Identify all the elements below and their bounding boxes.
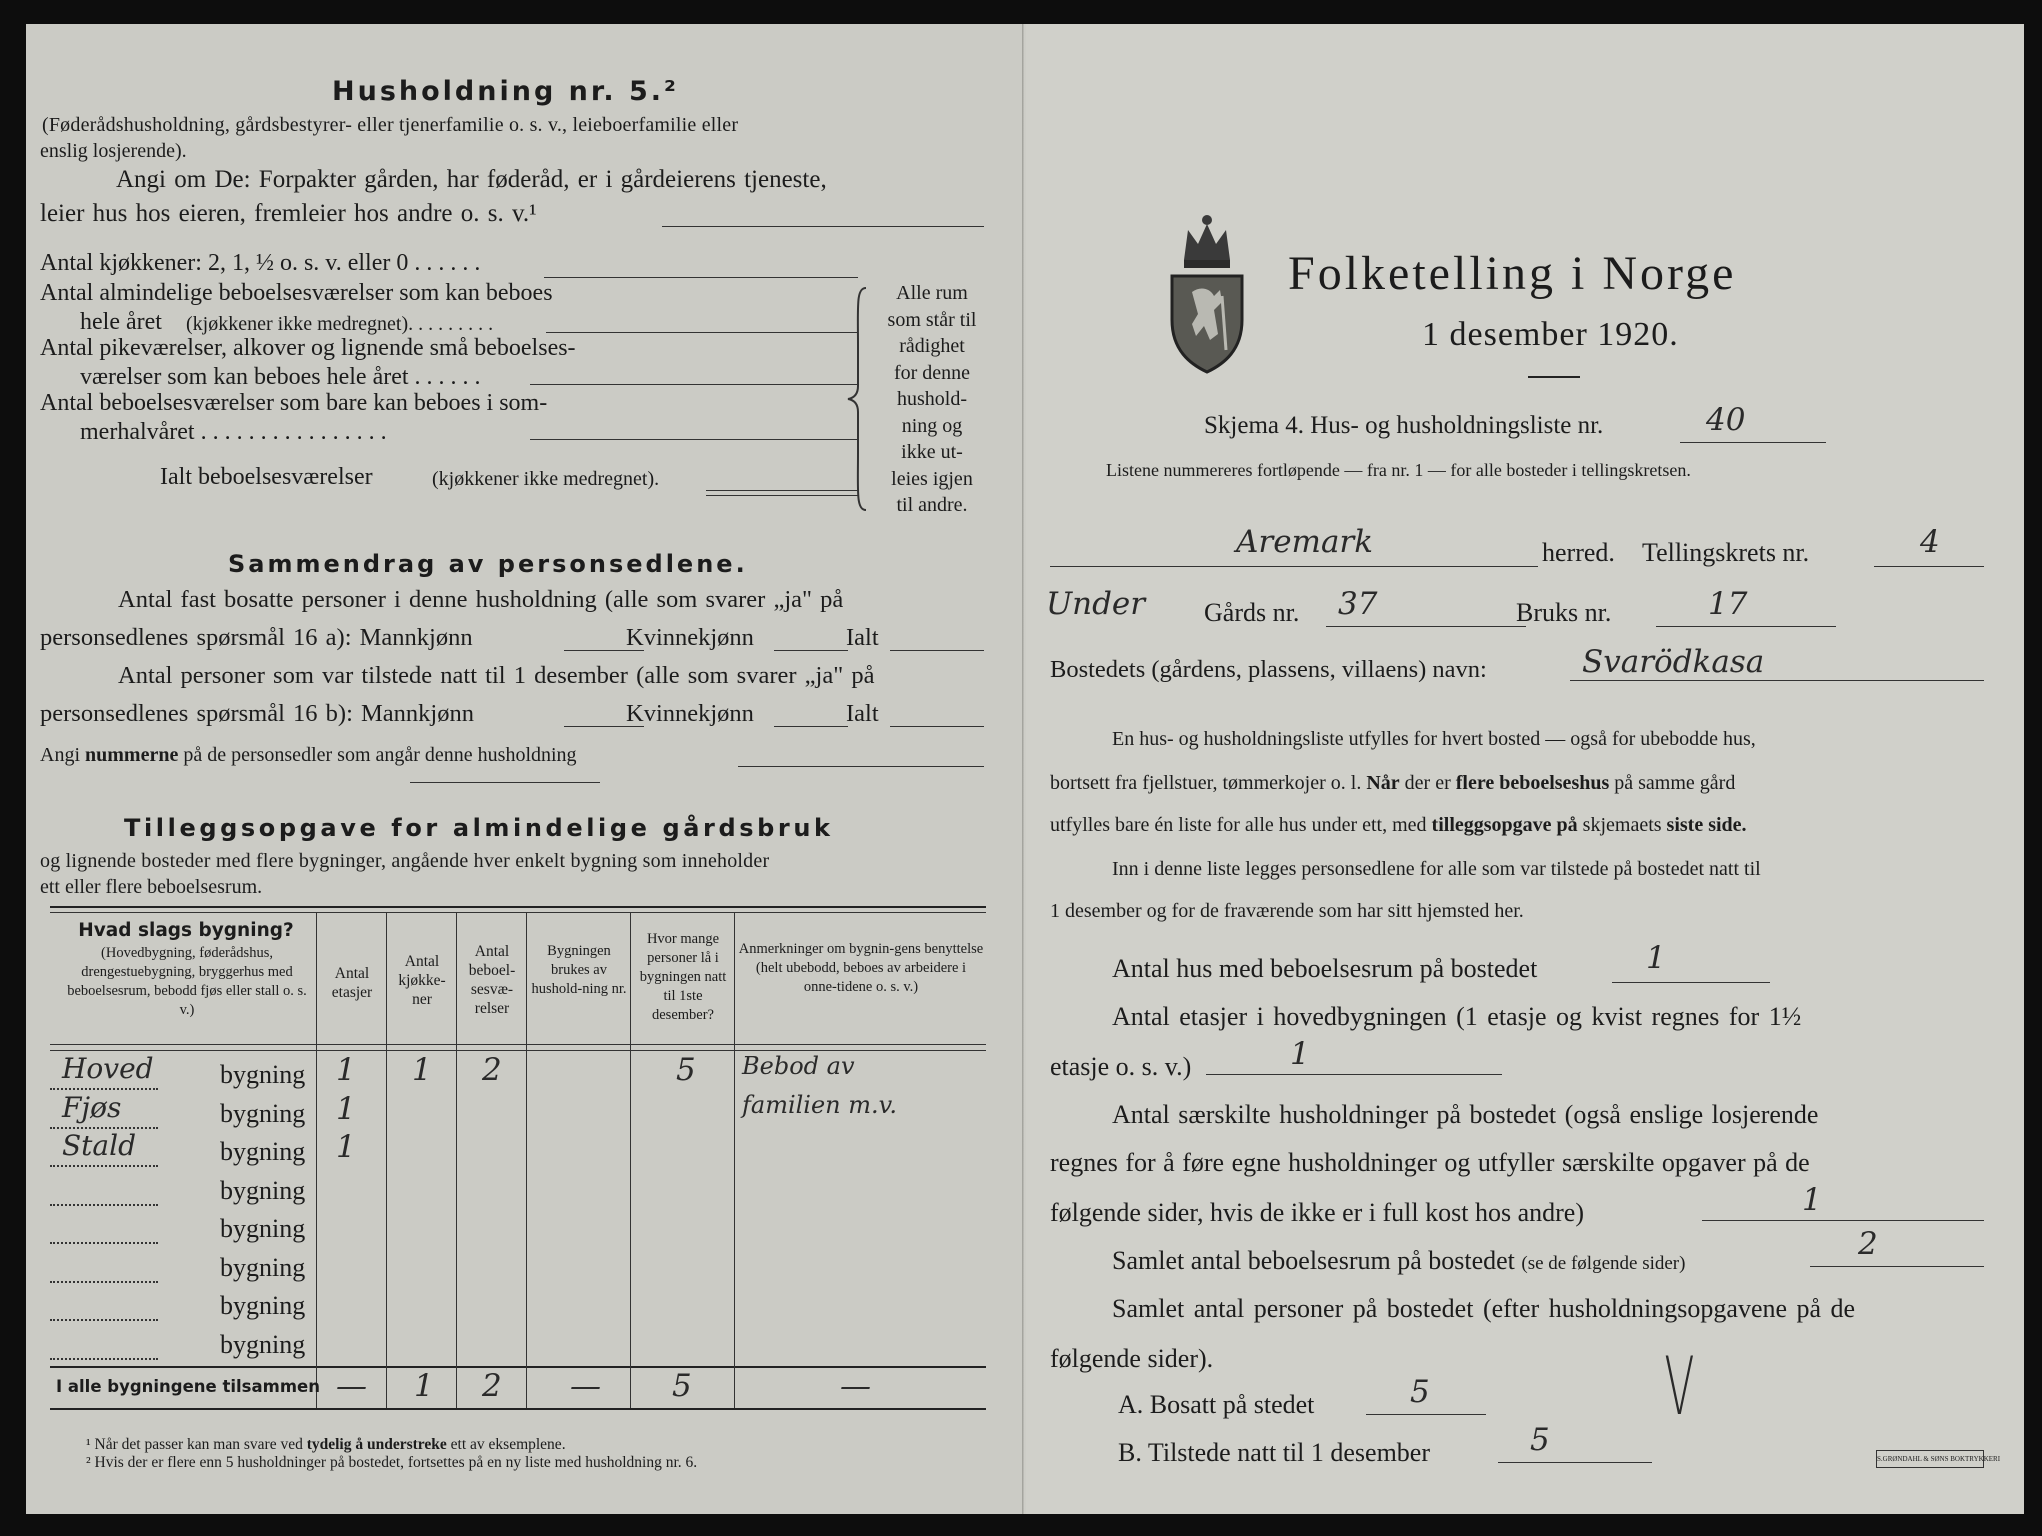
present-question-line2: personsedlenes spørsmål 16 b): Mannkjønn bbox=[40, 700, 474, 727]
table-total-label: I alle bygningene tilsammen bbox=[56, 1377, 320, 1396]
person-numbers-line bbox=[738, 766, 984, 767]
summer-rooms-line1: Antal beboelsesværelser som bare kan beboes i som- bbox=[40, 390, 548, 416]
resident-answer-line bbox=[1366, 1414, 1486, 1415]
instruction-1-line2-a: bortsett fra fjellstuer, tømmerkojer o. l. bbox=[1050, 772, 1362, 794]
herred-line bbox=[1050, 566, 1538, 567]
floors-answer-line bbox=[1206, 1074, 1502, 1075]
total-rooms-answer-line bbox=[706, 490, 858, 491]
check-mark: V bbox=[1664, 1340, 1695, 1433]
households-answer: 1 bbox=[1802, 1182, 1822, 1218]
schema-label: Skjema 4. Hus- og husholdningsliste nr. bbox=[1204, 412, 1604, 439]
person-numbers-label bbox=[40, 744, 577, 767]
present-question-line1: Antal personer som var tilstede natt til 1 desember (alle som svarer „ja" på bbox=[118, 662, 875, 689]
households-question-line1: Antal særskilte husholdninger på bostedet (også enslige losjerende bbox=[1112, 1100, 1819, 1129]
maid-rooms-line2: værelser som kan beboes hele året . . . . . . bbox=[80, 364, 481, 390]
person-numbers-label-c: på de personsedler som angår denne husholdning bbox=[183, 744, 577, 766]
ordinary-rooms-line1: Antal almindelige beboelsesværelser som kan beboes bbox=[40, 280, 553, 306]
table-top-rule-2 bbox=[50, 912, 986, 913]
supplement-title: Tilleggsopgave for almindelige gårdsbruk bbox=[124, 814, 834, 842]
table-header-rule-2 bbox=[50, 1050, 986, 1051]
total-rooms: 2 bbox=[482, 1368, 502, 1404]
tellingskrets-line bbox=[1874, 566, 1984, 567]
brace-note-line: for denne bbox=[893, 361, 971, 384]
kitchens-answer-line bbox=[544, 277, 858, 278]
total-rooms-label: Ialt beboelsesværelser bbox=[160, 464, 373, 490]
persons-header: Hvor mange personer lå i bygningen natt til 1ste desember? bbox=[639, 931, 727, 1023]
floors-header: Antal etasjer bbox=[331, 965, 373, 1001]
brace-note-line: rådighet bbox=[899, 335, 965, 357]
tellingskrets-label: Tellingskrets nr. bbox=[1642, 538, 1810, 567]
maid-rooms-line1: Antal pikeværelser, alkover og lignende små beboelses- bbox=[40, 335, 576, 361]
building-type-header: Hvad slags bygning? bbox=[78, 920, 294, 941]
present-female-line bbox=[774, 726, 848, 727]
brace-note-line: ikke ut- bbox=[901, 441, 963, 463]
tenure-answer-line bbox=[662, 226, 984, 227]
title-divider bbox=[1528, 376, 1580, 378]
tellingskrets-value: 4 bbox=[1920, 524, 1940, 560]
rooms-question-note: (se de følgende sider) bbox=[1521, 1253, 1686, 1274]
row-building-suffix: bygning bbox=[220, 1252, 306, 1282]
total-rooms-answer-line-double bbox=[706, 495, 858, 496]
floors-answer: 1 bbox=[1290, 1036, 1310, 1072]
gards-line bbox=[1326, 626, 1526, 627]
footnote-1-a: ¹ Når det passer kan man svare ved bbox=[86, 1436, 303, 1453]
instruction-1-line2 bbox=[1050, 772, 1735, 795]
persons-question-line1: Samlet antal personer på bostedet (efter husholdningsopgavene på de bbox=[1112, 1294, 1856, 1323]
summer-rooms-answer-line bbox=[530, 439, 858, 440]
row-floors: 1 bbox=[336, 1129, 356, 1165]
row-name-line bbox=[50, 1358, 158, 1360]
row-persons: 5 bbox=[676, 1052, 696, 1088]
row-name-line bbox=[50, 1165, 158, 1167]
row-remarks: familien m.v. bbox=[742, 1090, 897, 1119]
households-answer-line bbox=[1702, 1220, 1984, 1221]
row-remarks: Bebod av bbox=[742, 1052, 855, 1080]
total-remarks: — bbox=[840, 1368, 871, 1404]
floors-question-line2: etasje o. s. v.) bbox=[1050, 1052, 1192, 1081]
row-building-suffix: bygning bbox=[220, 1214, 306, 1243]
resident-answer: 5 bbox=[1410, 1374, 1430, 1410]
total-persons: 5 bbox=[672, 1368, 692, 1404]
total-household: — bbox=[570, 1368, 601, 1404]
numbering-note: Listene nummereres fortløpende — fra nr. 1 — for alle bosteder i tellingskretsen. bbox=[1106, 460, 1691, 480]
ordinary-rooms-answer-line bbox=[546, 332, 858, 333]
households-question-line2: regnes for å føre egne husholdninger og utfyller særskilte opgaver på de bbox=[1050, 1148, 1810, 1177]
brace-note-line: som står til bbox=[887, 308, 977, 331]
instruction-1-line3-b: tilleggsopgave på bbox=[1431, 814, 1578, 836]
instruction-1-line3-d: siste side. bbox=[1666, 814, 1747, 836]
gards-prefix: Under bbox=[1046, 586, 1146, 622]
table-col-divider bbox=[630, 912, 631, 1408]
instruction-2-line1: Inn i denne liste legges personsedlene for alle som var tilstede på bostedet natt til bbox=[1112, 858, 1761, 880]
present-total-label: Ialt bbox=[846, 700, 879, 727]
bruks-label: Bruks nr. bbox=[1516, 598, 1612, 627]
household-intro-line2: enslig losjerende). bbox=[40, 140, 187, 162]
table-header-rule bbox=[50, 1044, 986, 1045]
instruction-1-line1: En hus- og husholdningsliste utfylles for hvert bosted — også for ubebodde hus, bbox=[1112, 728, 1756, 750]
list-number: 40 bbox=[1706, 402, 1746, 438]
row-name-line bbox=[50, 1319, 158, 1321]
person-numbers-label-a: Angi bbox=[40, 744, 80, 766]
resident-question: A. Bosatt på stedet bbox=[1118, 1390, 1315, 1419]
list-number-line bbox=[1680, 442, 1826, 443]
rooms-header: Antal beboel-sesvæ-relser bbox=[468, 943, 516, 1017]
kitchens-header: Antal kjøkke-ner bbox=[398, 953, 446, 1008]
ordinary-rooms-line2: hele året bbox=[80, 309, 162, 335]
resident-female-label: Kvinnekjønn bbox=[626, 624, 754, 651]
total-kitchens: 1 bbox=[414, 1368, 434, 1404]
supplement-text-line2: ett eller flere beboelsesrum. bbox=[40, 876, 263, 898]
households-question-line3: følgende sider, hvis de ikke er i full kost hos andre) bbox=[1050, 1198, 1584, 1227]
houses-answer: 1 bbox=[1646, 940, 1666, 976]
bruks-value: 17 bbox=[1708, 586, 1748, 622]
brace-note-line: Alle rum bbox=[896, 282, 968, 304]
row-building-suffix: bygning bbox=[220, 1137, 306, 1166]
resident-female-line bbox=[774, 650, 848, 651]
bosted-label: Bostedets (gårdens, plassens, villaens) navn: bbox=[1050, 656, 1487, 683]
rooms-answer-line bbox=[1810, 1266, 1984, 1267]
rooms-question-text: Samlet antal beboelsesrum på bostedet bbox=[1112, 1246, 1515, 1275]
instruction-1-line3 bbox=[1050, 814, 1747, 837]
row-building-name: Stald bbox=[62, 1129, 137, 1162]
total-floors: — bbox=[336, 1368, 367, 1404]
left-page bbox=[26, 24, 1026, 1514]
houses-question: Antal hus med beboelsesrum på bostedet bbox=[1112, 954, 1538, 983]
summary-title: Sammendrag av personsedlene. bbox=[228, 550, 748, 578]
brace-note-line: ning og bbox=[901, 414, 963, 437]
table-bottom-rule bbox=[50, 1408, 986, 1410]
brace-note-line: hushold- bbox=[897, 388, 967, 410]
herred-label: herred. bbox=[1542, 538, 1615, 567]
houses-answer-line bbox=[1612, 982, 1770, 983]
brace-note bbox=[862, 280, 1002, 519]
footnote-1-b: tydelig å understreke bbox=[306, 1436, 447, 1453]
resident-question-line1: Antal fast bosatte personer i denne husholdning (alle som svarer „ja" på bbox=[118, 586, 844, 613]
supplement-text-line1: og lignende bosteder med flere bygninger, angående hver enkelt bygning som inneholder bbox=[40, 850, 770, 872]
footnote-1 bbox=[86, 1436, 566, 1454]
gards-value: 37 bbox=[1338, 586, 1378, 622]
present-answer: 5 bbox=[1530, 1422, 1550, 1458]
rooms-answer: 2 bbox=[1858, 1226, 1878, 1262]
brace-note-line: til andre. bbox=[896, 494, 968, 516]
instruction-1-line2-e: på samme gård bbox=[1614, 772, 1736, 794]
present-total-line bbox=[890, 726, 984, 727]
census-title: Folketelling i Norge bbox=[1288, 247, 1737, 300]
row-building-suffix: bygning bbox=[220, 1329, 306, 1359]
row-building-name: Fjøs bbox=[62, 1090, 122, 1124]
row-rooms: 2 bbox=[482, 1052, 502, 1088]
row-name-line bbox=[50, 1242, 158, 1244]
census-date: 1 desember 1920. bbox=[1422, 316, 1679, 353]
household-header: Bygningen brukes av hushold-ning nr. bbox=[531, 943, 627, 997]
instruction-1-line2-d: flere beboelseshus bbox=[1455, 772, 1610, 794]
household-title: Husholdning nr. 5.² bbox=[332, 76, 679, 107]
bosted-line bbox=[1570, 680, 1984, 681]
footnote-1-c: ett av eksemplene. bbox=[450, 1436, 566, 1453]
row-floors: 1 bbox=[336, 1090, 356, 1127]
row-building-name: Hoved bbox=[62, 1052, 154, 1085]
gards-label: Gårds nr. bbox=[1204, 598, 1300, 627]
herred-value: Aremark bbox=[1236, 524, 1374, 560]
row-building-suffix: bygning bbox=[220, 1175, 306, 1205]
row-building-suffix: bygning bbox=[220, 1291, 306, 1320]
row-building-suffix: bygning bbox=[220, 1060, 306, 1089]
footnote-2: ² Hvis der er flere enn 5 husholdninger på bostedet, fortsettes på en ny liste med husholdning nr. 6. bbox=[86, 1454, 698, 1471]
table-col-divider bbox=[386, 912, 387, 1408]
instruction-1-line2-c: der er bbox=[1404, 772, 1451, 794]
maid-rooms-answer-line bbox=[530, 384, 858, 385]
present-question: B. Tilstede natt til 1 desember bbox=[1118, 1438, 1430, 1467]
present-answer-line bbox=[1498, 1462, 1652, 1463]
resident-total-line bbox=[890, 650, 984, 651]
right-page bbox=[1026, 24, 2024, 1514]
bruks-line bbox=[1656, 626, 1836, 627]
section-divider bbox=[410, 782, 600, 783]
tenure-question-line2: leier hus hos eieren, fremleier hos andre o. s. v.¹ bbox=[40, 200, 537, 227]
resident-question-line2: personsedlenes spørsmål 16 a): Mannkjønn bbox=[40, 624, 473, 651]
brace-note-line: leies igjen bbox=[891, 467, 973, 490]
kitchens-label: Antal kjøkkener: 2, 1, ½ o. s. v. eller 0 . . . . . . bbox=[40, 250, 481, 276]
row-name-line bbox=[50, 1281, 158, 1283]
row-building-suffix: bygning bbox=[220, 1098, 306, 1128]
person-numbers-label-b: nummerne bbox=[85, 744, 179, 766]
instruction-1-line3-c: skjemaets bbox=[1582, 814, 1662, 836]
building-type-subheader: (Hovedbygning, føderådshus, drengestuebygning, bryggerhus med beboelsesrum, bebodd fjøs eller stall o. s. v.) bbox=[67, 945, 307, 1018]
table-col-divider bbox=[526, 912, 527, 1408]
instruction-1-line3-a: utfylles bare én liste for alle hus under ett, med bbox=[1050, 814, 1427, 836]
ordinary-rooms-note: (kjøkkener ikke medregnet). . . . . . . . . bbox=[186, 313, 494, 335]
printer-stamp: S.GRØNDAHL & SØNS BOKTRYKKERI bbox=[1876, 1450, 1984, 1468]
bosted-value: Svarödkasa bbox=[1582, 644, 1765, 680]
rooms-question bbox=[1112, 1246, 1685, 1276]
persons-question-line2: følgende sider). bbox=[1050, 1344, 1214, 1373]
floors-question-line1: Antal etasjer i hovedbygningen (1 etasje og kvist regnes for 1½ bbox=[1112, 1002, 1802, 1031]
tenure-question-line1: Angi om De: Forpakter gården, har føderåd, er i gårdeierens tjeneste, bbox=[116, 166, 827, 193]
coat-of-arms-icon bbox=[1166, 200, 1248, 376]
total-rooms-note: (kjøkkener ikke medregnet). bbox=[432, 468, 660, 490]
household-intro-line1: (Føderådshusholdning, gårdsbestyrer- eller tjenerfamilie o. s. v., leieboerfamilie eller bbox=[42, 114, 739, 136]
row-floors: 1 bbox=[336, 1052, 356, 1088]
present-female-label: Kvinnekjønn bbox=[626, 700, 754, 727]
resident-total-label: Ialt bbox=[846, 624, 879, 651]
instruction-1-line2-b: Når bbox=[1366, 772, 1400, 794]
row-name-line bbox=[50, 1204, 158, 1206]
instruction-2-line2: 1 desember og for de fraværende som har sitt hjemsted her. bbox=[1050, 900, 1524, 922]
remarks-header: Anmerkninger om bygnin-gens benyttelse (helt ubebodd, beboes av arbeidere i onne-tidene o. s. v.) bbox=[738, 941, 984, 995]
row-kitchens: 1 bbox=[412, 1052, 432, 1088]
table-col-divider bbox=[734, 912, 735, 1408]
table-col-divider bbox=[316, 912, 317, 1408]
table-top-rule bbox=[50, 906, 986, 908]
summer-rooms-line2: merhalvåret . . . . . . . . . . . . . . . . bbox=[80, 419, 387, 445]
table-col-divider bbox=[456, 912, 457, 1408]
